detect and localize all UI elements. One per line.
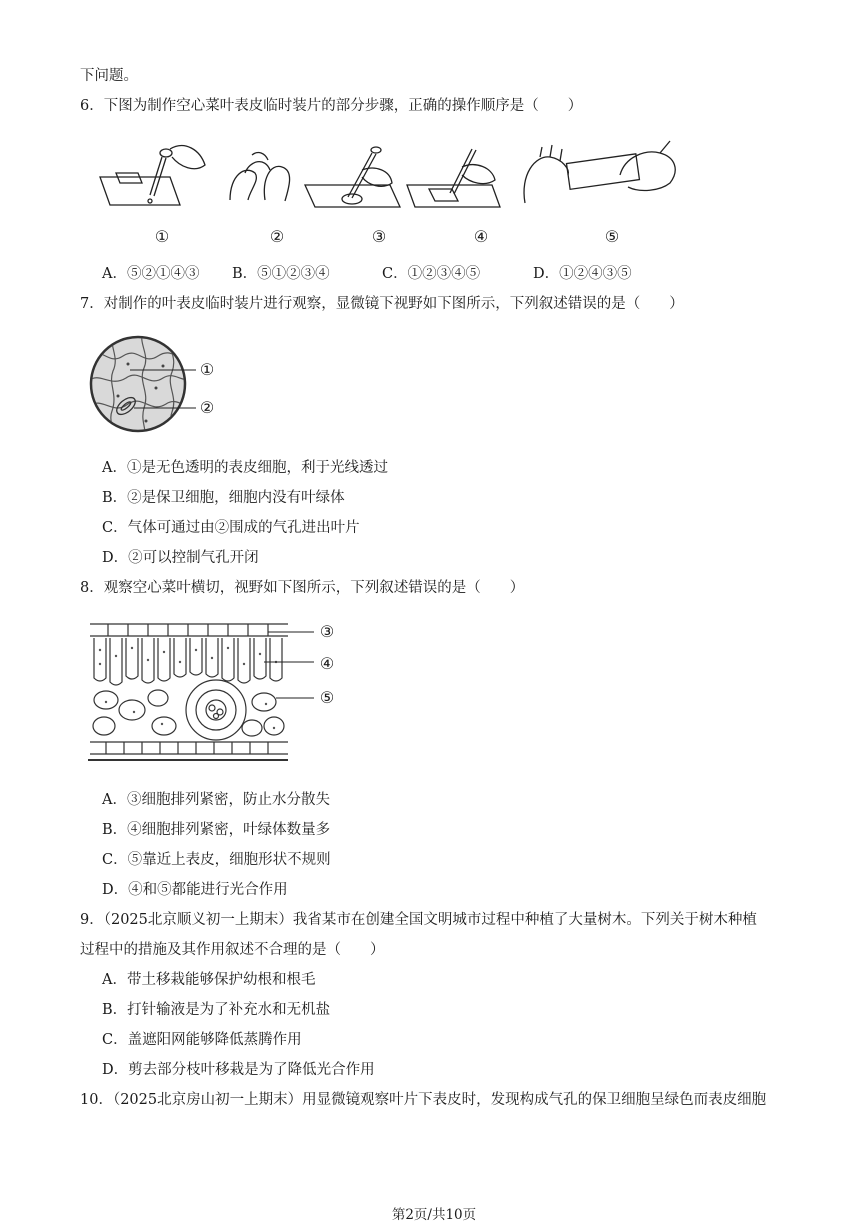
q7-figure-label-2: ② (199, 398, 215, 417)
q6-option-c: C．①②③④⑤ (382, 266, 481, 282)
q8-stem: 8．观察空心菜叶横切，视野如下图所示，下列叙述错误的是（ ） (80, 580, 525, 596)
q9-option-b: B．打针输液是为了补充水和无机盐 (102, 1002, 331, 1018)
continued-text: 下问题。 (80, 68, 138, 84)
q9-option-a: A．带土移栽能够保护幼根和根毛 (102, 972, 316, 988)
q7-option-a: A．①是无色透明的表皮细胞，利于光线透过 (102, 460, 388, 476)
q6-option-a: A．⑤②①④③ (102, 266, 200, 282)
q8-figure-label-3: ③ (319, 622, 335, 641)
q7-microscope-view (88, 326, 238, 446)
q7-figure (88, 326, 238, 446)
q9-option-c: C．盖遮阳网能够降低蒸腾作用 (102, 1032, 302, 1048)
q6-stem: 6．下图为制作空心菜叶表皮临时装片的部分步骤，正确的操作顺序是（ ） (80, 98, 583, 114)
q7-stem: 7．对制作的叶表皮临时装片进行观察，显微镜下视野如下图所示，下列叙述错误的是（ ） (80, 296, 684, 312)
q9-stem-line2: 过程中的措施及其作用叙述不合理的是（ ） (80, 942, 385, 958)
q7-option-b: B．②是保卫细胞，细胞内没有叶绿体 (102, 490, 345, 506)
q8-option-c: C．⑤靠近上表皮，细胞形状不规则 (102, 852, 331, 868)
q6-option-b: B．⑤①②③④ (232, 266, 330, 282)
q6-step-label-3: ③ (371, 227, 387, 246)
q6-step-label-1: ① (154, 227, 170, 246)
q7-option-d: D．②可以控制气孔开闭 (102, 550, 259, 566)
q8-figure (88, 618, 318, 768)
q8-leaf-cross-section (88, 618, 318, 768)
q6-step-label-5: ⑤ (604, 227, 620, 246)
step3-drawing (305, 147, 400, 207)
q6-option-d: D．①②④③⑤ (533, 266, 632, 282)
q9-stem-line1: 9．（2025北京顺义初一上期末）我省某市在创建全国文明城市过程中种植了大量树木。下列关于树木种植 (80, 912, 757, 928)
step2-drawing (230, 153, 290, 201)
q8-option-d: D．④和⑤都能进行光合作用 (102, 882, 288, 898)
step5-drawing (524, 141, 675, 203)
q10-stem-line1: 10．（2025北京房山初一上期末）用显微镜观察叶片下表皮时，发现构成气孔的保卫细胞呈绿色而表皮细胞 (80, 1092, 767, 1108)
q8-figure-label-5: ⑤ (319, 688, 335, 707)
q6-step-label-4: ④ (473, 227, 489, 246)
q8-option-a: A．③细胞排列紧密，防止水分散失 (102, 792, 330, 808)
q6-step-label-2: ② (269, 227, 285, 246)
q9-option-d: D．剪去部分枝叶移栽是为了降低光合作用 (102, 1062, 375, 1078)
step1-drawing (100, 146, 205, 205)
q8-option-b: B．④细胞排列紧密，叶绿体数量多 (102, 822, 331, 838)
page-number-footer: 第2页/共10页 (391, 1207, 477, 1223)
step4-drawing (407, 149, 500, 207)
q7-figure-label-1: ① (199, 360, 215, 379)
q8-figure-label-4: ④ (319, 654, 335, 673)
q7-option-c: C．气体可通过由②围成的气孔进出叶片 (102, 520, 360, 536)
